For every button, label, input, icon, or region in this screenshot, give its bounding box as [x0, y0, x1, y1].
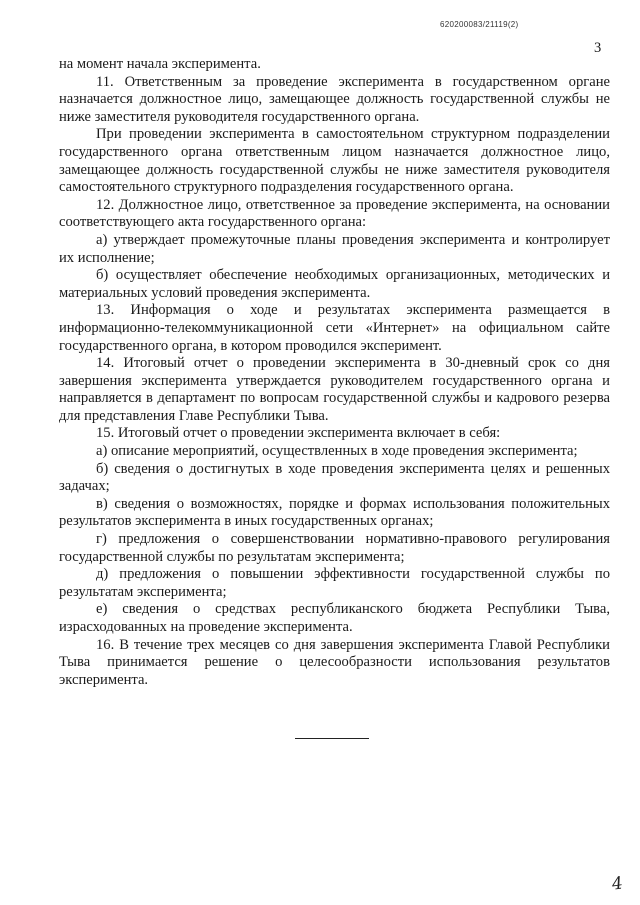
- paragraph-item-12-b: б) осуществляет обеспечение необходимых организационных, методических и материальных условий проведения эксперимента.: [59, 267, 610, 301]
- document-body: [59, 56, 610, 689]
- paragraph-item-15-b: б) сведения о достигнутых в ходе проведения эксперимента целях и решенных задачах;: [59, 460, 610, 495]
- document-id: 620200083/21119(2): [440, 20, 519, 29]
- paragraph-continuation: на момент начала эксперимента.: [59, 56, 261, 72]
- page-number: 3: [594, 40, 602, 56]
- paragraph-item-15-v: в) сведения о возможностях, порядке и формах использования положительных результатов эксперимента в иных государственных органах;: [59, 495, 610, 530]
- end-separator-line: [295, 738, 369, 739]
- paragraph-item-15-a: а) описание мероприятий, осуществленных в ходе проведения эксперимента;: [96, 443, 578, 460]
- paragraph-item-13: 13. Информация о ходе и результатах эксперимента размещается в информационно-телекоммуникационной сети «Интернет» на официальном сайте государственного органа, в котором проводился эксперимент.: [59, 302, 610, 354]
- paragraph-item-12-a: а) утверждает промежуточные планы проведения эксперимента и контролирует их исполнение;: [59, 231, 610, 266]
- paragraph-item-14: 14. Итоговый отчет о проведении эксперимента в 30-дневный срок со дня завершения эксперимента утверждается руководителем государственного органа и направляется в департамент по вопросам государственной службы и кадрового резерва для представления Главе Республики Тыва.: [59, 355, 610, 424]
- paragraph-item-15-e: е) сведения о средствах республиканского бюджета Республики Тыва, израсходованных на проведение эксперимента.: [59, 601, 610, 635]
- paragraph-item-15-d: д) предложения о повышении эффективности государственной службы по результатам эксперимента;: [59, 566, 610, 600]
- paragraph-item-15-g: г) предложения о совершенствовании нормативно-правового регулирования государственной службы по результатам эксперимента;: [59, 531, 610, 565]
- paragraph-item-15: 15. Итоговый отчет о проведении эксперимента включает в себя:: [96, 425, 501, 442]
- paragraph-item-11-structural-unit: При проведении эксперимента в самостоятельном структурном подразделении государственного органа ответственным лицом назначается должностное лицо, замещающее должность государственной службы не ниже заместителя руководителя самостоятельного структурного подразделения государственного органа.: [59, 126, 610, 196]
- paragraph-item-12: 12. Должностное лицо, ответственное за проведение эксперимента, на основании соответствующего акта государственного органа:: [59, 196, 610, 231]
- paragraph-item-11: 11. Ответственным за проведение эксперимента в государственном органе назначается должностное лицо, замещающее должность государственной службы не ниже заместителя руководителя государственного органа.: [59, 73, 610, 125]
- handwritten-page-mark: 4: [610, 873, 625, 895]
- paragraph-item-16: 16. В течение трех месяцев со дня завершения эксперимента Главой Республики Тыва принимается решение о целесообразности использования результатов эксперимента.: [59, 636, 610, 688]
